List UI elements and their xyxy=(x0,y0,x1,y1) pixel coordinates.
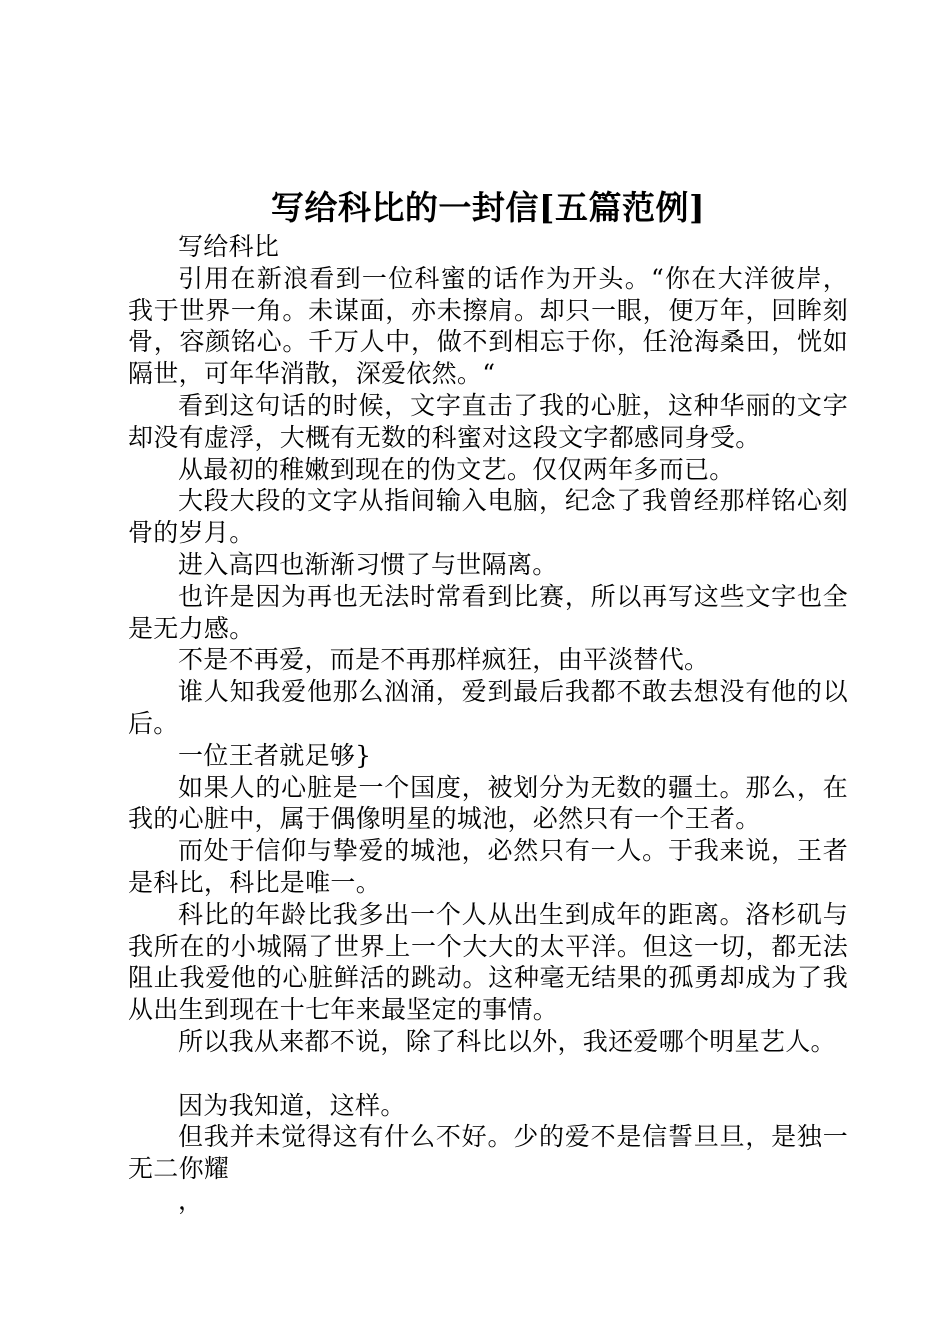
paragraph-trailing-mark: ， xyxy=(178,1185,204,1215)
document-page xyxy=(128,186,848,1217)
paragraph: 而处于信仰与挚爱的城池，必然只有一人。于我来说，王者是科比，科比是唯一。 xyxy=(128,836,848,897)
paragraph: 科比的年龄比我多出一个人从出生到成年的距离。洛杉矶与我所在的小城隔了世界上一个大大的太平洋。但这一切，都无法阻止我爱他的心脏鲜活的跳动。这种毫无结果的孤勇却成为了我从出生到现在十七年来最坚定的事情。 xyxy=(128,899,848,1025)
document-body xyxy=(128,231,848,1217)
paragraph: 谁人知我爱他那么汹涌，爱到最后我都不敢去想没有他的以后。 xyxy=(128,677,848,738)
paragraph-greeting: 写给科比 xyxy=(178,232,280,261)
blank-line xyxy=(128,1058,848,1090)
document-title: 写给科比的一封信[五篇范例] xyxy=(270,188,706,227)
paragraph: 也许是因为再也无法时常看到比赛，所以再写这些文字也全是无力感。 xyxy=(128,581,848,643)
paragraph: 进入高四也渐渐习惯了与世隔离。 xyxy=(178,549,558,579)
paragraph: 引用在新浪看到一位科蜜的话作为开头。“你在大洋彼岸，我于世界一角。未谋面，亦未擦肩。却只一眼，便万年，回眸刻骨，容颜铭心。千万人中，做不到相忘于你，任沧海桑田，恍如隔世，可年华消散，深爱依然。“ xyxy=(128,263,848,389)
paragraph: 因为我知道，这样。 xyxy=(178,1090,406,1120)
paragraph: 不是不再爱，而是不再那样疯狂，由平淡替代。 xyxy=(178,645,710,675)
paragraph: 但我并未觉得这有什么不好。少的爱不是信誓旦旦，是独一无二你耀 xyxy=(128,1122,848,1184)
paragraph: 如果人的心脏是一个国度，被划分为无数的疆土。那么，在我的心脏中，属于偶像明星的城池，必然只有一个王者。 xyxy=(128,772,848,834)
paragraph: 看到这句话的时候，文字直击了我的心脏，这种华丽的文字却没有虚浮，大概有无数的科蜜对这段文字都感同身受。 xyxy=(128,390,848,452)
paragraph: 一位王者就足够} xyxy=(178,740,372,770)
paragraph: 大段大段的文字从指间输入电脑，纪念了我曾经那样铭心刻骨的岁月。 xyxy=(128,486,848,548)
paragraph: 所以我从来都不说，除了科比以外，我还爱哪个明星艺人。 xyxy=(178,1026,836,1056)
paragraph: 从最初的稚嫩到现在的伪文艺。仅仅两年多而已。 xyxy=(178,454,735,484)
